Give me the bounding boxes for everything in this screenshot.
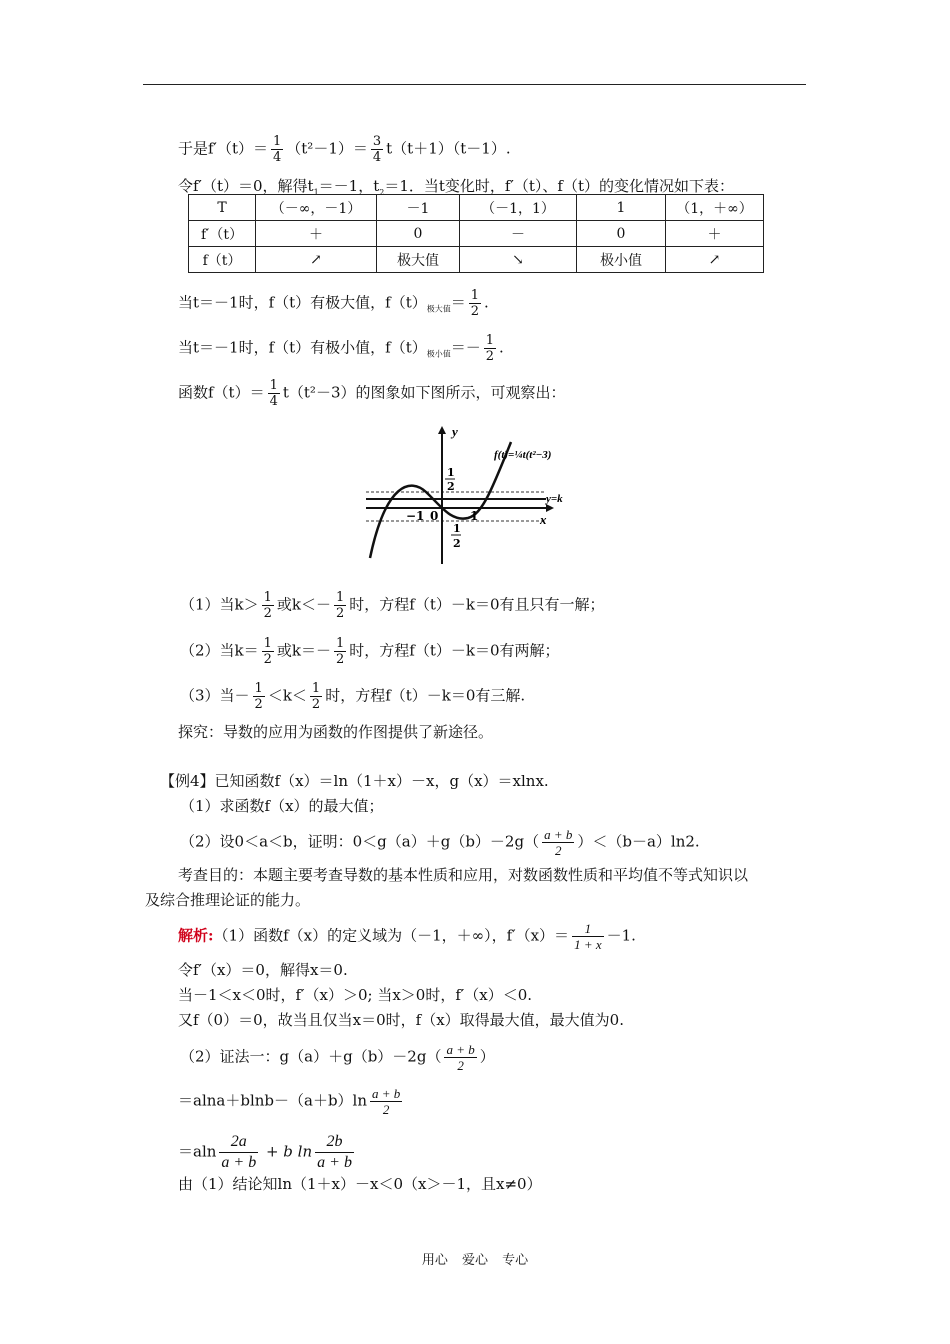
text: 当t＝－1时，f（t）有极大值，f（t） <box>178 293 427 312</box>
line-label: y=k <box>546 493 563 505</box>
page-footer: 用心 爱心 专心 <box>421 1253 529 1268</box>
text-line-function <box>178 378 566 409</box>
table-cell: ↗ <box>666 247 764 273</box>
text: . <box>499 338 504 357</box>
text: ＝1．当t变化时，f′（t）、f（t）的变化情况如下表： <box>384 177 734 195</box>
solution-line-2: 令f′（x）＝0，解得x＝0. <box>178 961 348 979</box>
proof-line-4: 由（1）结论知ln（1＋x）－x＜0（x＞－1，且x≠0） <box>178 1175 542 1193</box>
table-cell: －1 <box>377 195 460 221</box>
denominator: 2 <box>382 1102 390 1117</box>
subscript: 极小值 <box>426 349 451 359</box>
text: + b ln <box>261 1142 313 1161</box>
text-line-min <box>178 333 504 365</box>
text: （1）当k＞ <box>180 595 259 614</box>
table-cell: ＋ <box>666 221 764 247</box>
text: t（t＋1）（t－1）. <box>386 139 511 158</box>
function-label: f(t)=¼t(t²−3) <box>494 449 552 461</box>
numerator: a + b <box>544 827 573 842</box>
table-cell: ↘ <box>460 247 577 273</box>
table-cell: 极大值 <box>377 247 460 273</box>
text: （1）函数f（x）的定义域为（－1，＋∞），f′（x）＝ <box>213 926 570 945</box>
fraction <box>370 1086 402 1117</box>
header-rule <box>143 84 806 85</box>
denominator: 4 <box>372 150 382 165</box>
fraction <box>271 134 283 165</box>
numerator: 1 <box>485 333 495 348</box>
denominator: 2 <box>457 1058 464 1073</box>
neg-half-denominator: 2 <box>453 537 461 550</box>
neg-half-numerator: 1 <box>453 522 461 535</box>
fraction <box>310 681 322 712</box>
text: 令f′（t）＝0，解得t <box>178 177 314 195</box>
text: 时，方程f（t）－k＝0有两解； <box>349 641 560 660</box>
numerator: 1 <box>273 134 282 149</box>
denominator: 2 <box>485 349 495 364</box>
fraction <box>334 636 346 667</box>
text: －1. <box>606 926 636 945</box>
solution-label: 解析: <box>178 926 214 945</box>
table-cell: 0 <box>377 221 460 247</box>
purpose-line-1: 考查目的：本题主要考查导数的基本性质和应用，对数函数性质和平均值不等式知识以 <box>178 866 749 884</box>
table-cell: f′（t） <box>189 221 256 247</box>
text-line-derivative <box>178 134 511 165</box>
fraction <box>542 827 574 858</box>
numerator: 3 <box>372 134 382 149</box>
numerator: 1 <box>336 590 345 605</box>
tick-neg-one: −1 <box>406 509 425 523</box>
table-row <box>189 195 764 221</box>
table-cell: f（t） <box>189 247 256 273</box>
text: ＜k＜ <box>267 686 307 705</box>
half-denominator: 2 <box>447 480 455 493</box>
text: （3）当－ <box>180 686 250 705</box>
text: 当t＝－1时，f（t）有极小值，f（t） <box>178 338 427 357</box>
text: 或k＝－ <box>276 641 332 660</box>
axis-y-label: y <box>452 424 458 439</box>
tick-one: 1 <box>470 509 479 523</box>
text: ＝aln <box>178 1142 217 1161</box>
numerator: 1 <box>254 681 263 696</box>
subscript: 极大值 <box>426 304 451 314</box>
denominator: 2 <box>336 652 345 667</box>
numerator: 1 <box>470 288 480 303</box>
text: （2）设0＜a＜b，证明：0＜g（a）＋g（b）－2g（ <box>180 832 540 851</box>
denominator: 2 <box>263 606 272 621</box>
y-axis-arrow-icon <box>438 426 446 434</box>
denominator: 2 <box>554 843 562 858</box>
solution-line-4: 又f（0）＝0，故当且仅当x＝0时，f（x）取得最大值，最大值为0. <box>178 1011 624 1029</box>
solution-line-1 <box>178 921 636 952</box>
fraction <box>484 333 496 364</box>
variation-table <box>188 194 764 273</box>
table-row <box>189 221 764 247</box>
denominator: 4 <box>273 150 282 165</box>
numerator: 1 <box>336 636 345 651</box>
numerator: 1 <box>263 590 272 605</box>
text: ） <box>479 1047 495 1066</box>
text: ）＜（b－a）ln2. <box>577 832 700 851</box>
text-line-case-1 <box>180 590 605 621</box>
axis-x-label: x <box>540 512 547 527</box>
text: 时，方程f（t）－k＝0有三解. <box>325 686 526 705</box>
text: 时，方程f（t）－k＝0有且只有一解； <box>349 595 605 614</box>
numerator: a + b <box>446 1042 475 1057</box>
table-cell: 极小值 <box>577 247 666 273</box>
half-numerator: 1 <box>447 466 455 479</box>
table-cell: T <box>189 195 256 221</box>
text: . <box>484 293 489 312</box>
fraction <box>371 134 383 165</box>
subscript: 1 <box>313 188 319 197</box>
text: 或k＜－ <box>276 595 332 614</box>
denominator: 2 <box>470 304 480 319</box>
numerator: 1 <box>263 636 272 651</box>
numerator: 2a <box>219 1132 258 1153</box>
text-line-explore: 探究：导数的应用为函数的作图提供了新途径。 <box>178 723 494 741</box>
proof-line-3 <box>178 1132 357 1173</box>
fraction <box>334 590 346 621</box>
proof-line-1 <box>180 1042 495 1073</box>
text: （2）证法一：g（a）＋g（b）－2g（ <box>180 1047 442 1066</box>
numerator: 2b <box>315 1132 354 1153</box>
text-line-max <box>178 288 489 320</box>
purpose-line-2: 及综合推理论证的能力。 <box>145 891 311 909</box>
text: ＝ <box>450 293 466 312</box>
proof-line-2 <box>178 1086 405 1117</box>
fraction <box>262 636 274 667</box>
x-axis-arrow-icon <box>546 504 554 512</box>
denominator: 2 <box>336 606 345 621</box>
numerator: 1 <box>269 378 278 393</box>
numerator: 1 <box>572 921 604 937</box>
table-cell: ＋ <box>256 221 377 247</box>
table-cell: 0 <box>577 221 666 247</box>
text: （t²－1）＝ <box>286 139 368 158</box>
table-cell: （－∞，－1） <box>256 195 377 221</box>
denominator: a + b <box>221 1154 257 1171</box>
table-cell: － <box>460 221 577 247</box>
numerator: 1 <box>311 681 321 696</box>
text-line-case-3 <box>180 681 525 712</box>
table-cell: （1，＋∞） <box>666 195 764 221</box>
denominator: 2 <box>254 697 263 712</box>
subscript: 2 <box>379 188 385 197</box>
fraction <box>253 681 265 712</box>
denominator: a + b <box>317 1154 352 1171</box>
solution-line-3: 当－1＜x＜0时，f′（x）＞0; 当x＞0时，f′（x）＜0. <box>178 986 533 1004</box>
denominator: 4 <box>269 394 278 409</box>
text: t（t²－3）的图象如下图所示，可观察出： <box>282 383 566 402</box>
example-4-title: 【例4】已知函数f（x）＝ln（1＋x）－x，g（x）＝xlnx. <box>160 772 549 790</box>
fraction <box>469 288 481 319</box>
fraction <box>219 1132 258 1173</box>
numerator: a + b <box>372 1086 401 1101</box>
example-4-question-1: （1）求函数f（x）的最大值； <box>180 797 384 815</box>
denominator: 1 + x <box>574 937 602 952</box>
tick-zero: 0 <box>430 509 439 523</box>
fraction <box>262 590 274 621</box>
text: ＝－1，t <box>318 177 380 195</box>
text: 函数f（t）＝ <box>178 383 265 402</box>
text: 于是f′（t）＝ <box>178 139 268 158</box>
text: ＝alna＋blnb－（a＋b）ln <box>178 1091 368 1110</box>
fraction <box>268 378 280 409</box>
denominator: 2 <box>263 652 272 667</box>
denominator: 2 <box>311 697 321 712</box>
table-cell: （－1，1） <box>460 195 577 221</box>
example-4-question-2 <box>180 827 700 858</box>
text-line-case-2 <box>180 636 560 667</box>
fraction <box>572 921 604 952</box>
table-cell: 1 <box>577 195 666 221</box>
text: （2）当k＝ <box>180 641 259 660</box>
fraction <box>315 1132 354 1173</box>
function-graph <box>356 422 586 567</box>
table-row <box>189 247 764 273</box>
fraction <box>444 1042 476 1073</box>
table-cell: ↗ <box>256 247 377 273</box>
text: ＝－ <box>450 338 481 357</box>
